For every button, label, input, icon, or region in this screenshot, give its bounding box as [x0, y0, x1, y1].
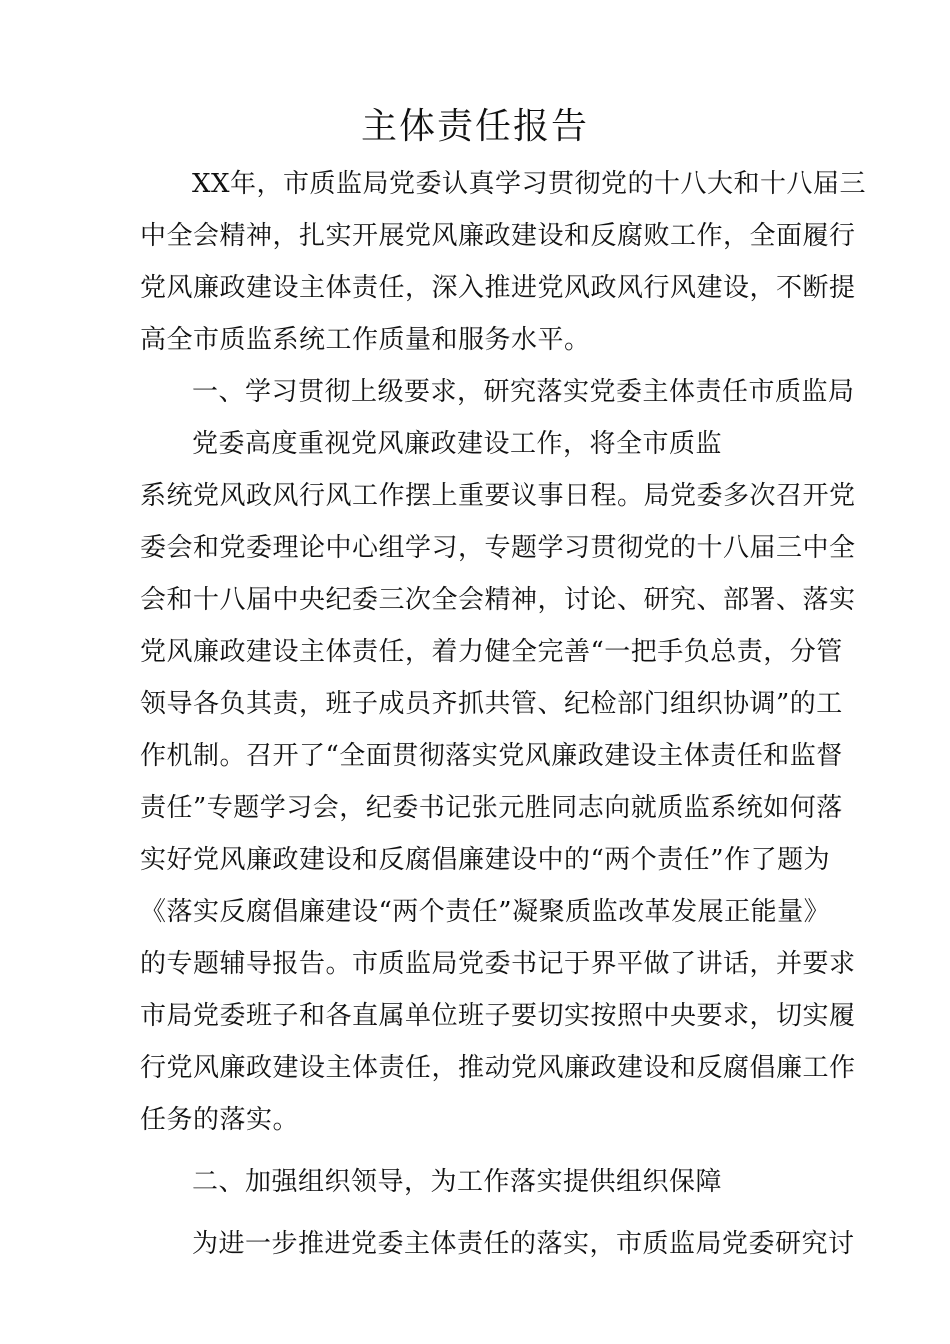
section-heading-1: 一、学习贯彻上级要求，研究落实党委主体责任市质监局 [192, 377, 855, 407]
paragraph-line: 责任”专题学习会，纪委书记张元胜同志向就质监系统如何落 [140, 793, 843, 823]
paragraph-spacer [140, 1208, 830, 1218]
paragraph-line: 实好党风廉政建设和反腐倡廉建设中的“两个责任”作了题为 [140, 845, 831, 875]
paragraph-line: XX年，市质监局党委认真学习贯彻党的十八大和十八届三 [192, 169, 867, 199]
paragraph-line: 系统党风政风行风工作摆上重要议事日程。局党委多次召开党 [140, 481, 856, 511]
paragraph-line: 市局党委班子和各直属单位班子要切实按照中央要求，切实履 [140, 1001, 856, 1031]
section-heading-2: 二、加强组织领导，为工作落实提供组织保障 [192, 1167, 723, 1197]
paragraph-line: 任务的落实。 [140, 1105, 300, 1135]
paragraph-line: 领导各负其责，班子成员齐抓共管、纪检部门组织协调”的工 [140, 689, 843, 719]
paragraph-line: 《落实反腐倡廉建设“两个责任”凝聚质监改革发展正能量》 [140, 897, 831, 927]
paragraph-line: 委会和党委理论中心组学习，专题学习贯彻党的十八届三中全 [140, 533, 856, 563]
document-body [140, 158, 867, 1270]
paragraph-line: 行党风廉政建设主体责任，推动党风廉政建设和反腐倡廉工作 [140, 1053, 856, 1083]
paragraph-line: 党风廉政建设主体责任，深入推进党风政风行风建设，不断提 [140, 273, 856, 303]
paragraph-line: 作机制。召开了“全面贯彻落实党风廉政建设主体责任和监督 [140, 741, 843, 771]
paragraph-line: 党委高度重视党风廉政建设工作，将全市质监 [192, 429, 723, 459]
paragraph-spacer [140, 1146, 830, 1156]
paragraph-line: 的专题辅导报告。市质监局党委书记于界平做了讲话，并要求 [140, 949, 856, 979]
paragraph-line: 党风廉政建设主体责任，着力健全完善“一把手负总责，分管 [140, 637, 843, 667]
paragraph-line: 为进一步推进党委主体责任的落实，市质监局党委研究讨 [192, 1229, 855, 1259]
document-title: 主体责任报告 [360, 106, 589, 147]
paragraph-line: 高全市质监系统工作质量和服务水平。 [140, 325, 591, 355]
paragraph-line: 会和十八届中央纪委三次全会精神，讨论、研究、部署、落实 [140, 585, 856, 615]
paragraph-line: 中全会精神，扎实开展党风廉政建设和反腐败工作，全面履行 [140, 221, 856, 251]
